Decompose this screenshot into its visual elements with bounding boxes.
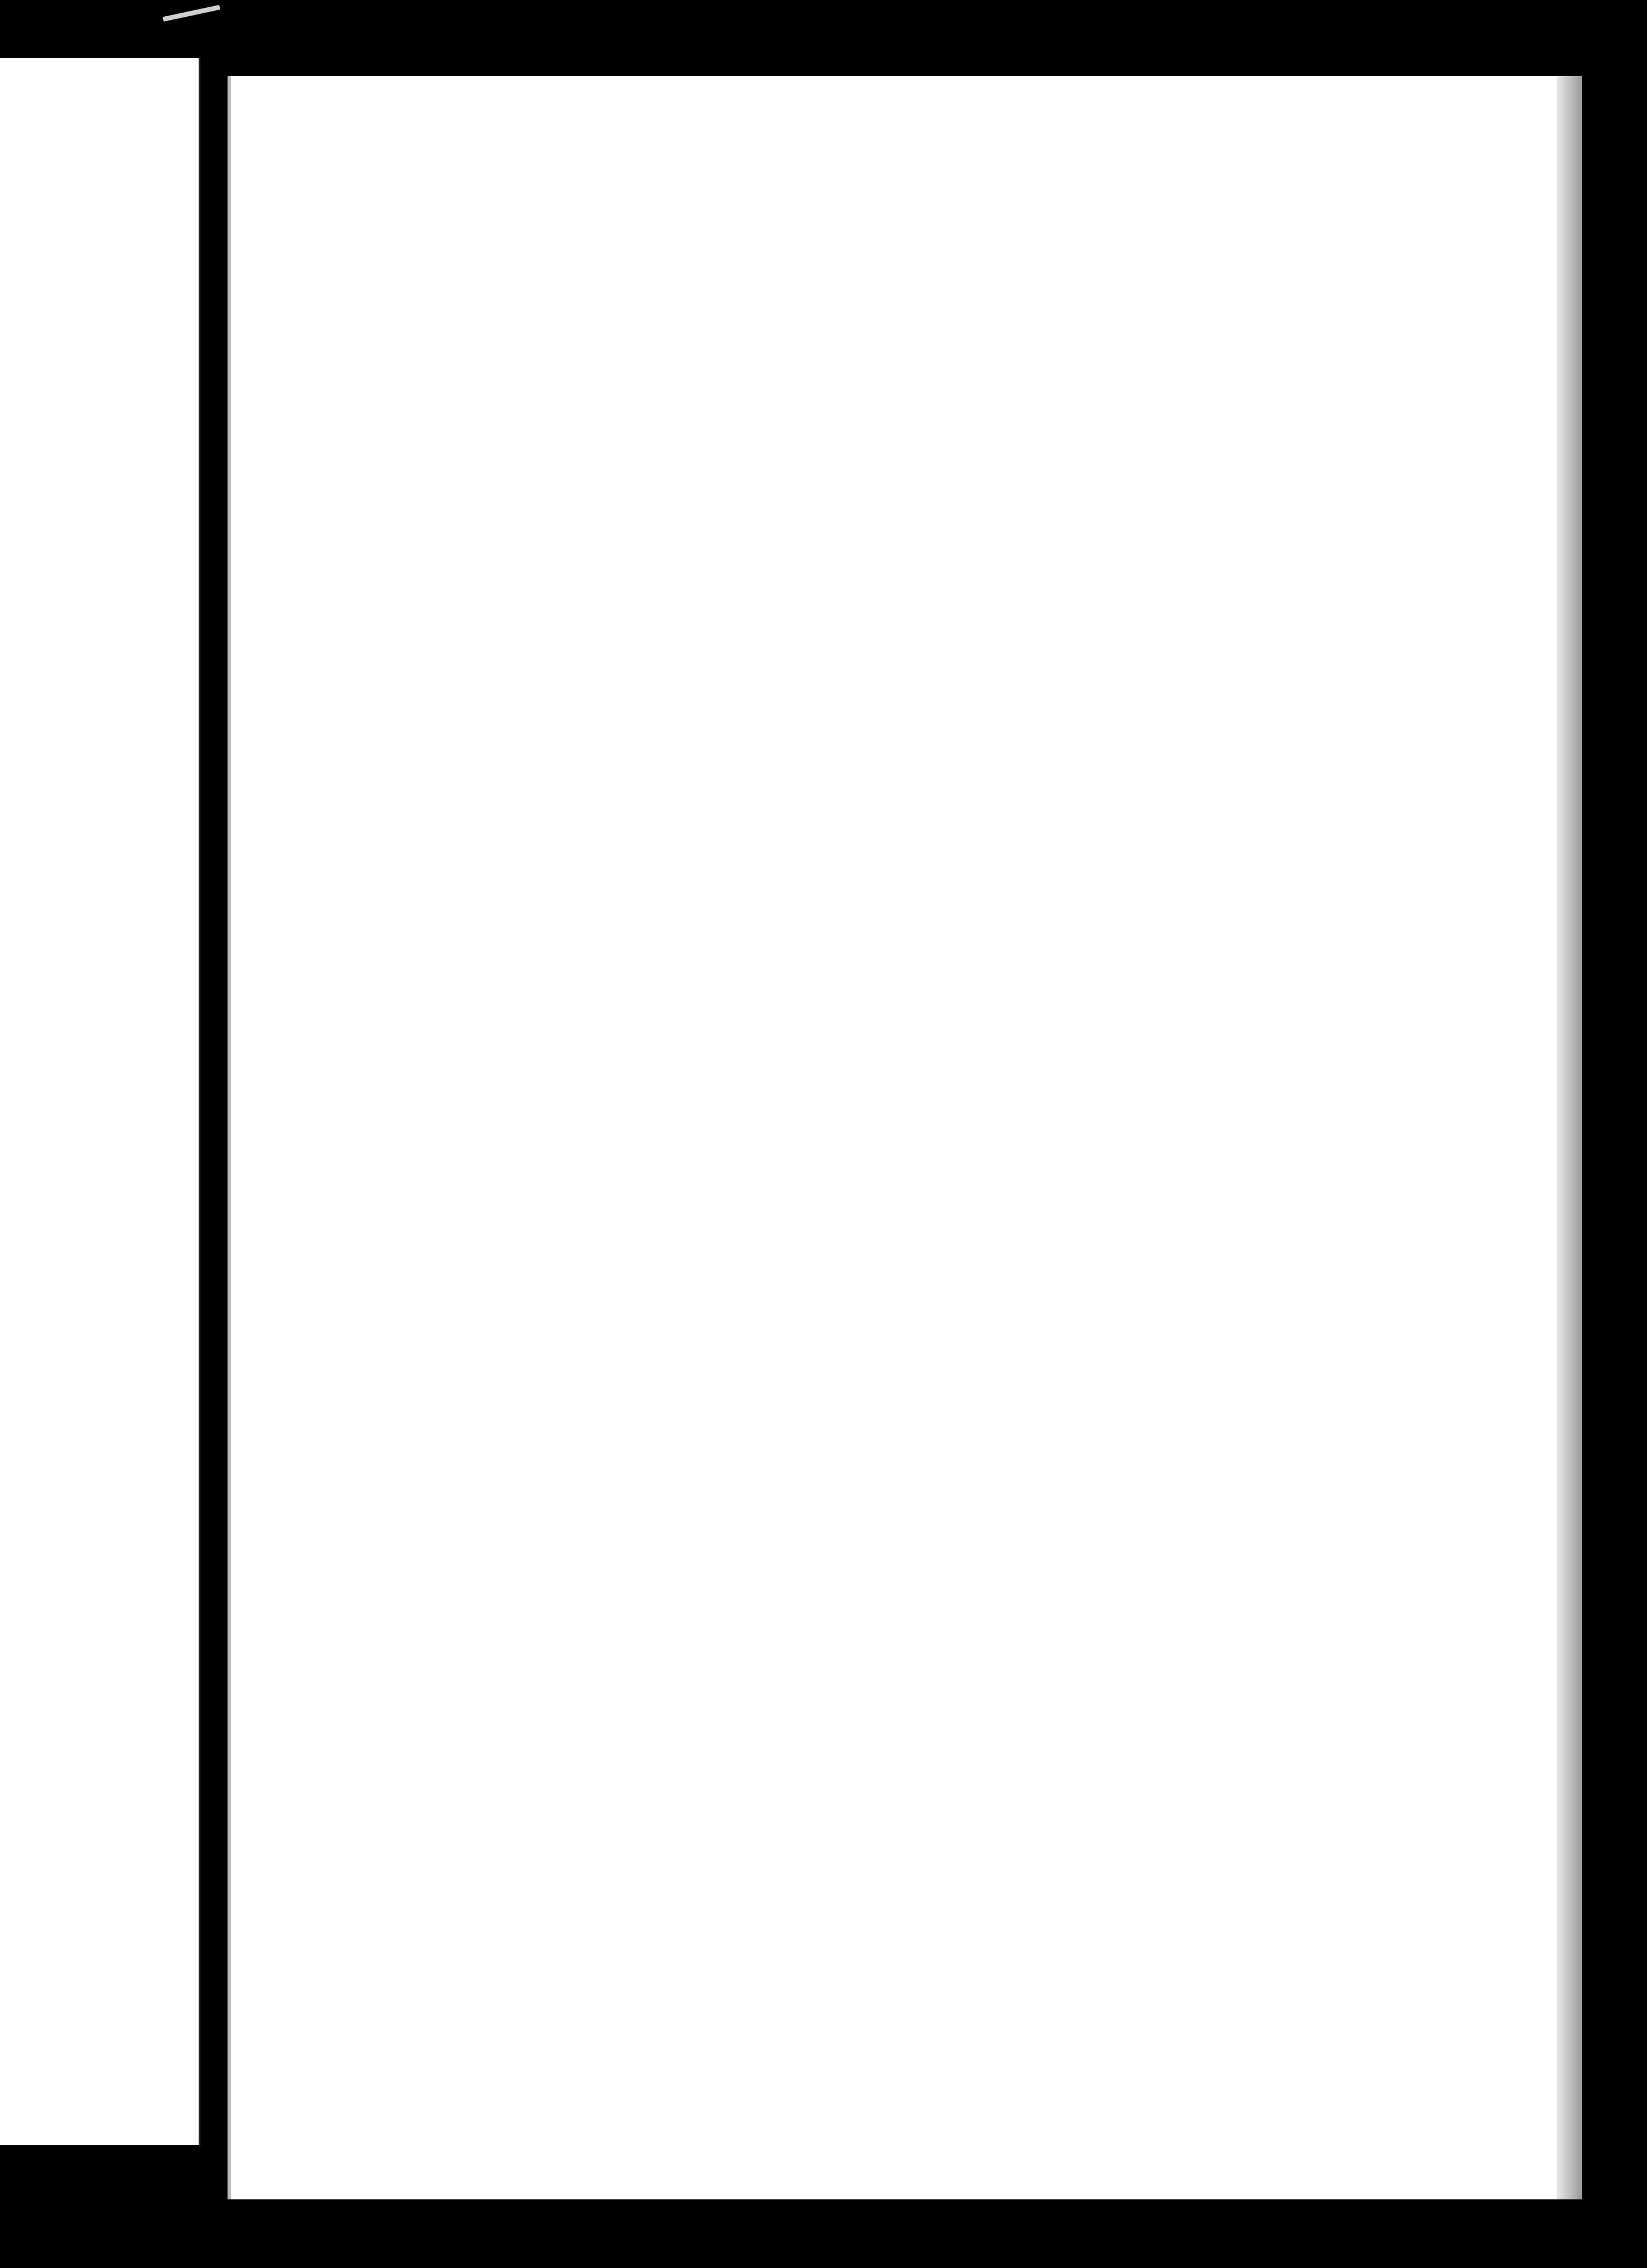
left-page bbox=[0, 58, 200, 2145]
scrap-mark bbox=[163, 5, 220, 22]
main-page bbox=[231, 76, 1582, 2199]
page-edge bbox=[1557, 76, 1582, 2199]
